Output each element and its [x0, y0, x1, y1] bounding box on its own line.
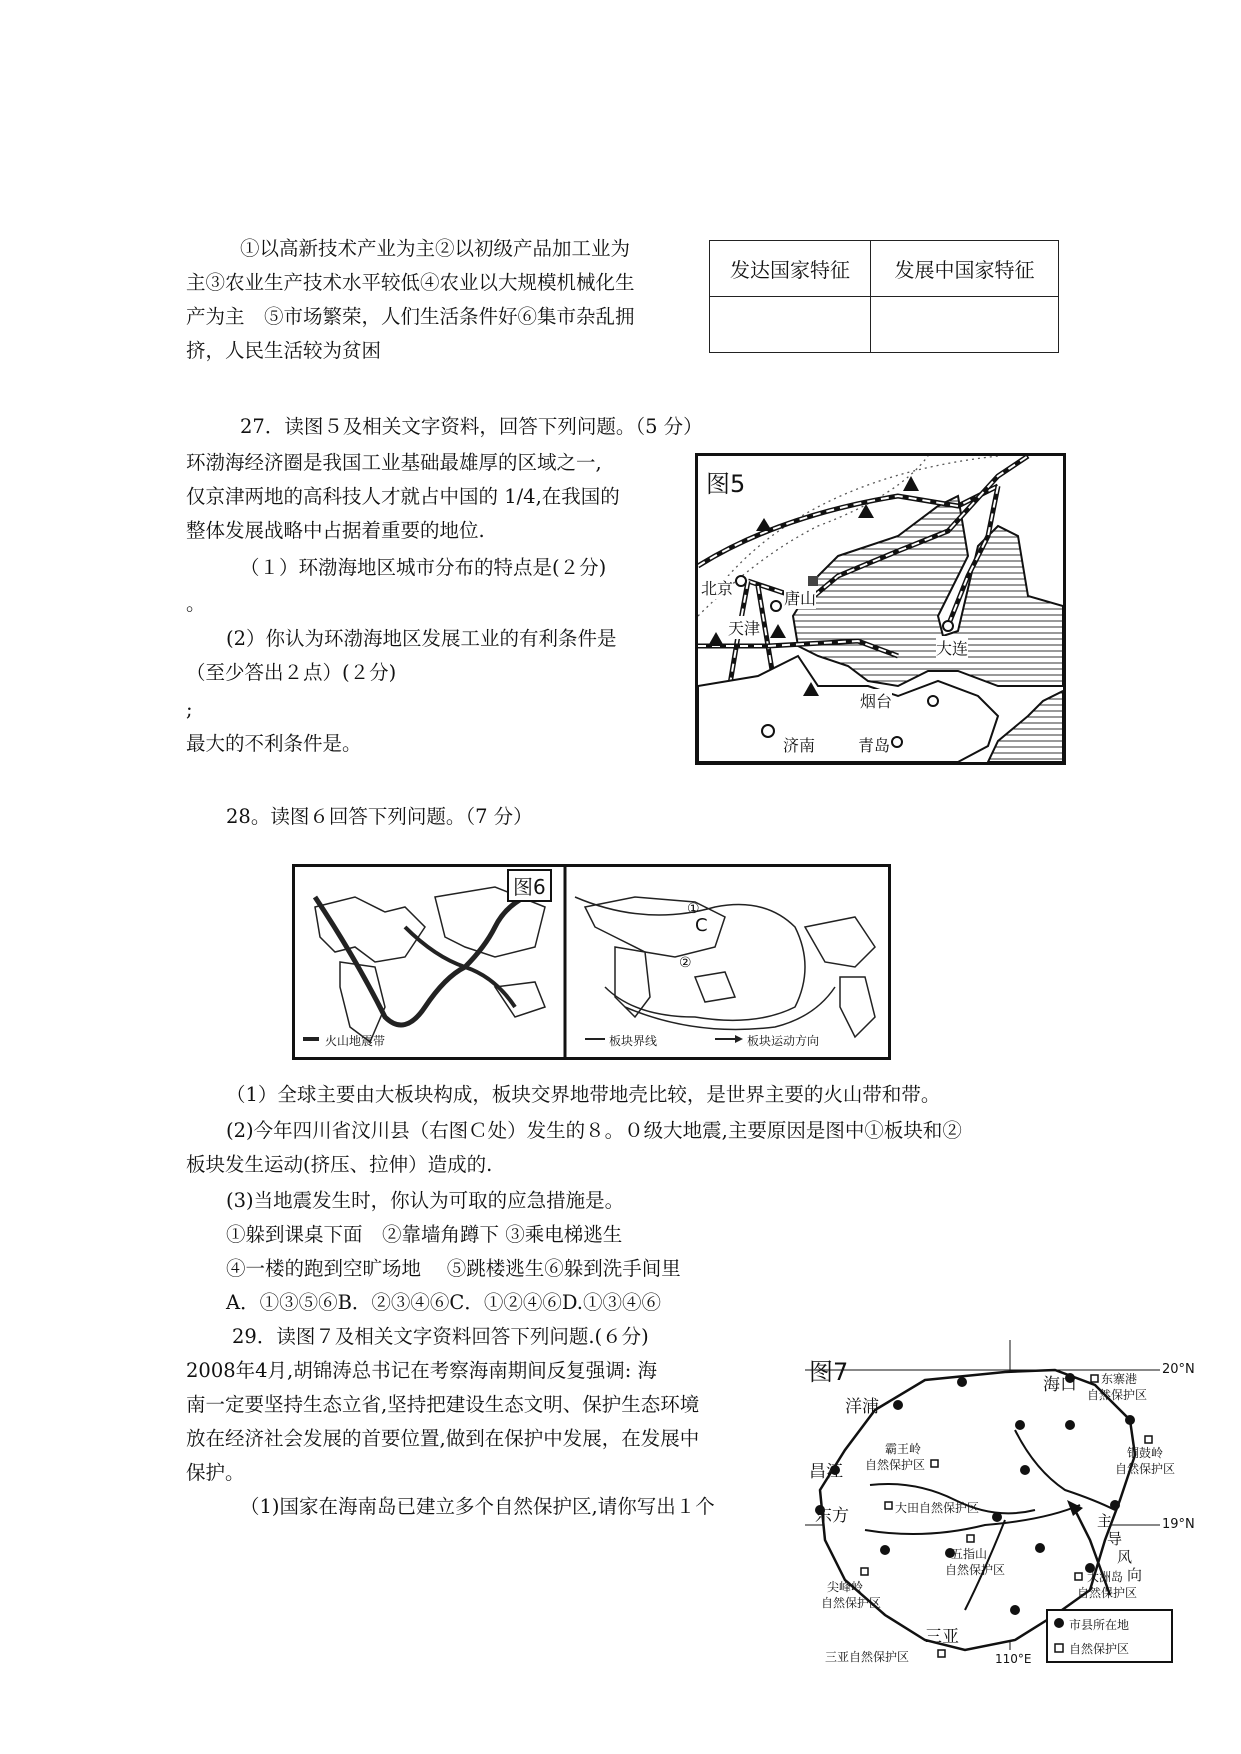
q27-question-1-end: 。 — [186, 592, 206, 615]
q27-question-2b: （至少答出２点）(２分) — [186, 661, 397, 684]
wind-label-3: 风 — [1117, 1548, 1133, 1566]
city-qingdao: 青岛 — [858, 733, 890, 756]
q28-options-2: ④一楼的跑到空旷场地 ⑤跳楼逃生⑥躲到洗手间里 — [226, 1257, 681, 1280]
mark-c: C — [695, 915, 708, 936]
q29-intro-2: 南一定要坚持生态立省,坚持把建设生态文明、保护生态环境 — [186, 1393, 700, 1416]
figure-7-label: 图7 — [809, 1358, 849, 1386]
figure-6-drawing — [295, 867, 888, 1057]
place-datian: 大田自然保护区 — [895, 1501, 980, 1515]
lat-20n: 20°N — [1162, 1362, 1195, 1377]
q28-para-2a: (2)今年四川省汶川县（右图Ｃ处）发生的８。０级大地震,主要原因是图中①板块和② — [226, 1119, 962, 1142]
place-dongzhaigang-reserve: 自然保护区 — [1087, 1388, 1148, 1402]
mark-plate-1: ① — [687, 901, 700, 917]
city-tangshan: 唐山 — [784, 586, 816, 609]
place-dongfang: 东方 — [815, 1506, 849, 1526]
comparison-table — [709, 240, 1059, 353]
q27-question-3: 最大的不利条件是。 — [186, 732, 362, 755]
city-yantai: 烟台 — [860, 689, 892, 712]
table-header-developed: 发达国家特征 — [710, 241, 871, 297]
place-sanya-reserve: 三亚自然保护区 — [825, 1650, 910, 1664]
table-header-developing: 发展中国家特征 — [871, 241, 1059, 297]
wind-label-1: 主 — [1097, 1512, 1113, 1530]
q26-line-2: 主③农业生产技术水平较低④农业以大规模机械化生 — [186, 271, 635, 294]
place-changjiang: 昌江 — [809, 1462, 843, 1482]
place-tongguling: 铜鼓岭 — [1127, 1446, 1164, 1460]
q28-choices: A．①③⑤⑥B．②③④⑥C．①②④⑥D.①③④⑥ — [226, 1291, 661, 1314]
q29-heading: 29．读图７及相关文字资料回答下列问题.(６分) — [232, 1325, 649, 1348]
place-wuzhishan: 五指山 — [951, 1547, 988, 1561]
place-jianfengling: 尖峰岭 — [827, 1580, 864, 1594]
place-jianfengling-reserve: 自然保护区 — [821, 1596, 882, 1610]
q26-line-4: 挤，人民生活较为贫困 — [186, 339, 382, 362]
table-cell-developing[interactable] — [871, 297, 1059, 353]
figure-6-label: 图6 — [507, 869, 552, 902]
figure-5-map — [695, 453, 1066, 765]
q26-line-1: ①以高新技术产业为主②以初级产品加工业为 — [240, 237, 631, 260]
wind-label-2: 导 — [1107, 1530, 1123, 1548]
legend-plate-direction: 板块运动方向 — [747, 1034, 820, 1048]
table-cell-developed[interactable] — [710, 297, 871, 353]
figure-5-drawing — [698, 456, 1063, 762]
q27-question-2: (2）你认为环渤海地区发展工业的有利条件是 — [226, 627, 617, 650]
city-dalian: 大连 — [936, 636, 968, 659]
place-yangpu: 洋浦 — [845, 1397, 879, 1417]
figure-7-map — [805, 1340, 1195, 1670]
q26-line-3: 产为主 ⑤市场繁荣，人们生活条件好⑥集市杂乱拥 — [186, 305, 635, 328]
place-dazhoudao-reserve: 自然保护区 — [1077, 1586, 1138, 1600]
q28-heading: 28。读图６回答下列问题。（7 分） — [226, 805, 533, 828]
legend-volcano-belt: 火山地震带 — [325, 1034, 386, 1048]
q27-question-2-end: ; — [186, 698, 193, 721]
q29-intro-4: 保护。 — [186, 1461, 245, 1484]
q29-intro-1: 2008年4月,胡锦涛总书记在考察海南期间反复强调: 海 — [186, 1359, 657, 1382]
city-beijing: 北京 — [701, 576, 733, 599]
q27-intro-1: 环渤海经济圈是我国工业基础最雄厚的区域之一, — [186, 451, 602, 474]
place-wuzhishan-reserve: 自然保护区 — [945, 1563, 1006, 1577]
legend-reserve: 自然保护区 — [1069, 1642, 1130, 1656]
lon-110e: 110°E — [995, 1652, 1032, 1666]
lat-19n: 19°N — [1162, 1517, 1195, 1532]
city-jinan: 济南 — [783, 733, 815, 756]
q28-para-1: （1）全球主要由大板块构成，板块交界地带地壳比较，是世界主要的火山带和带。 — [226, 1083, 941, 1106]
figure-6-map — [292, 864, 891, 1060]
place-haikou: 海口 — [1043, 1375, 1077, 1395]
figure-5-label: 图5 — [706, 470, 746, 498]
q28-para-2b: 板块发生运动(挤压、拉伸）造成的. — [186, 1153, 493, 1176]
city-tianjin: 天津 — [728, 616, 760, 639]
q27-intro-3: 整体发展战略中占据着重要的地位. — [186, 519, 485, 542]
place-sanya: 三亚 — [925, 1627, 959, 1647]
q28-para-3: (3)当地震发生时，你认为可取的应急措施是。 — [226, 1189, 625, 1212]
place-bawangling: 霸王岭 — [885, 1442, 922, 1456]
q29-intro-3: 放在经济社会发展的首要位置,做到在保护中发展，在发展中 — [186, 1427, 700, 1450]
q27-heading: 27．读图５及相关文字资料，回答下列问题。（5 分） — [240, 415, 703, 438]
q28-options-1: ①躲到课桌下面 ②靠墙角蹲下 ③乘电梯逃生 — [226, 1223, 623, 1246]
mark-plate-2: ② — [679, 955, 692, 971]
legend-plate-boundary: 板块界线 — [609, 1034, 658, 1048]
q27-intro-2: 仅京津两地的高科技人才就占中国的 1/4,在我国的 — [186, 485, 620, 508]
q27-question-1: （１）环渤海地区城市分布的特点是(２分) — [240, 556, 607, 579]
place-tongguling-reserve: 自然保护区 — [1115, 1462, 1176, 1476]
place-dazhoudao: 大洲岛 — [1087, 1570, 1124, 1584]
q29-question-1: （1)国家在海南岛已建立多个自然保护区,请你写出１个 — [240, 1495, 715, 1518]
wind-label-4: 向 — [1127, 1566, 1143, 1584]
place-dongzhaigang: 东寨港 — [1101, 1372, 1138, 1386]
place-bawangling-reserve: 自然保护区 — [865, 1458, 926, 1472]
legend-city: 市县所在地 — [1069, 1618, 1130, 1632]
